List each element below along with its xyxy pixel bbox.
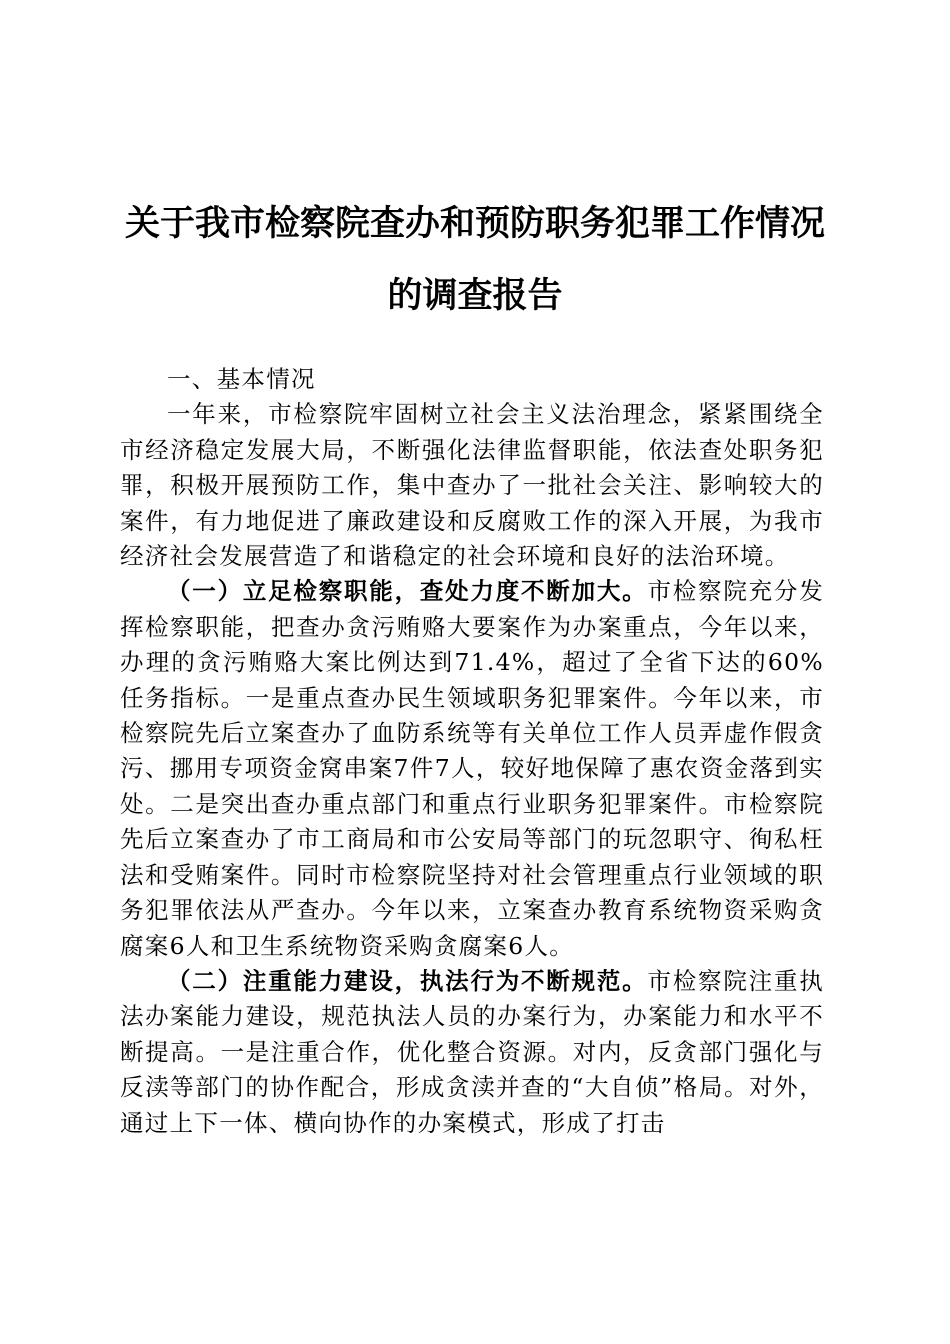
paragraph-overview: 一年来，市检察院牢固树立社会主义法治理念，紧紧围绕全市经济稳定发展大局，不断强化法律监督职能，依法查处职务犯罪，积极开展预防工作，集中查办了一批社会关注、影响较大的案件，有力地促进了廉政建设和反腐败工作的深入开展，为我市经济社会发展营造了和谐稳定的社会环境和良好的法治环境。 xyxy=(120,400,824,571)
document-body xyxy=(120,362,824,1141)
paragraph-investigation-lead: （一）立足检察职能，查处力度不断加大。 xyxy=(167,577,648,606)
paragraph-capacity xyxy=(120,964,824,1141)
paragraph-capacity-lead: （二）注重能力建设，执法行为不断规范。 xyxy=(167,966,648,995)
title-line-2: 的调查报告 xyxy=(387,275,563,316)
document-title xyxy=(100,188,850,332)
paragraph-capacity-body: 市检察院注重执法办案能力建设，规范执法人员的办案行为，办案能力和水平不断提高。一是注重合作，优化整合资源。对内，反贪部门强化与反渎等部门的协作配合，形成贪渎并查的“大自侦”格局。对外，通过上下一体、横向协作的办案模式，形成了打击 xyxy=(120,966,824,1137)
section-heading-basic-situation: 一、基本情况 xyxy=(167,365,316,393)
paragraph-investigation-body: 市检察院充分发挥检察职能，把查办贪污贿赂大要案作为办案重点，今年以来，办理的贪污贿赂大案比例达到71.4%，超过了全省下达的60%任务指标。一是重点查办民生领域职务犯罪案件。今年以来，市检察院先后立案查办了血防系统等有关单位工作人员弄虚作假贪污、挪用专项资金窝串案7件7人，较好地保障了惠农资金落到实处。二是突出查办重点部门和重点行业职务犯罪案件。市检察院先后立案查办了市工商局和市公安局等部门的玩忽职守、徇私枉法和受贿案件。同时市检察院坚持对社会管理重点行业领域的职务犯罪依法从严查办。今年以来，立案查办教育系统物资采购贪腐案6人和卫生系统物资采购贪腐案6人。 xyxy=(120,577,824,960)
title-line-1: 关于我市检察院查办和预防职务犯罪工作情况 xyxy=(124,203,825,244)
paragraph-investigation xyxy=(120,574,824,963)
